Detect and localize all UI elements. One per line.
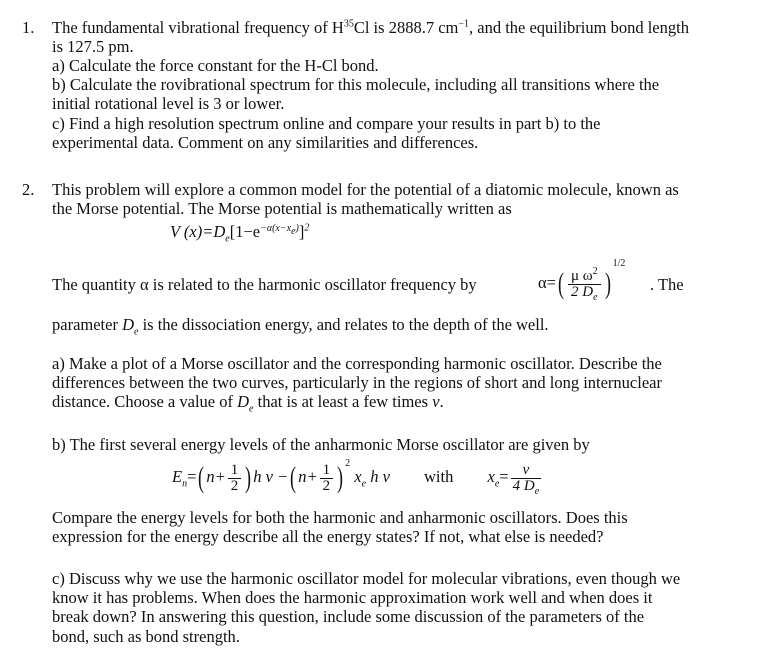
denominator bbox=[512, 477, 540, 497]
eq-part: V (x)=D bbox=[170, 222, 226, 241]
denominator: 2 bbox=[322, 477, 331, 494]
eq-part: μ ω bbox=[570, 267, 593, 284]
eq-sup: 1/2 bbox=[612, 258, 626, 269]
question-number: 1. bbox=[22, 18, 35, 37]
eq-part: ν bbox=[432, 392, 440, 411]
question-number: 2. bbox=[22, 180, 35, 199]
paren: ) bbox=[337, 461, 344, 495]
text: is the dissociation energy, and relates to the depth of the well. bbox=[138, 315, 549, 334]
unit-superscript: −1 bbox=[458, 18, 469, 30]
eq-part: E bbox=[172, 467, 183, 486]
text: Cl is 2888.7 cm bbox=[353, 18, 459, 37]
paren: ( bbox=[198, 461, 205, 495]
paren: ) bbox=[604, 267, 611, 301]
eq-part: 2 D bbox=[571, 283, 594, 300]
numerator: 1 bbox=[320, 463, 334, 479]
eq-part: n+ bbox=[206, 467, 226, 486]
paren: ( bbox=[290, 461, 297, 495]
eq-exponent bbox=[260, 222, 299, 237]
part-b: b) Calculate the rovibrational spectrum for this molecule, including all transitions where the bbox=[52, 75, 660, 94]
part-c: bond, such as bond strength. bbox=[52, 627, 240, 646]
fraction bbox=[228, 463, 242, 494]
question-text: This problem will explore a common model for the potential of a diatomic molecule, known as bbox=[52, 180, 679, 199]
part-c: c) Find a high resolution spectrum online and compare your results in part b) to the bbox=[52, 114, 601, 133]
part-b: initial rotational level is 3 or lower. bbox=[52, 94, 285, 113]
eq-sub: e bbox=[291, 225, 296, 237]
eq-sub: e bbox=[593, 291, 598, 303]
numerator: ν bbox=[511, 463, 542, 479]
eq-part: h ν − bbox=[253, 467, 289, 486]
eq-sub: e bbox=[534, 485, 540, 497]
energy-equation bbox=[172, 455, 543, 499]
text: distance. Choose a value of bbox=[52, 392, 238, 411]
denominator: 2 bbox=[230, 477, 239, 494]
eq-part: α= bbox=[538, 273, 556, 292]
eq-sup: 2 bbox=[592, 265, 598, 277]
eq-sub: e bbox=[134, 326, 139, 338]
eq-sub: e bbox=[494, 478, 500, 490]
eq-sub: n bbox=[182, 478, 188, 490]
text: . bbox=[439, 392, 444, 411]
part-b: expression for the energy describe all the energy states? If not, what else is needed? bbox=[52, 527, 604, 546]
text: The fundamental vibrational frequency of H bbox=[52, 18, 344, 37]
numerator bbox=[568, 265, 601, 285]
eq-sub: e bbox=[225, 233, 230, 245]
denominator bbox=[571, 283, 598, 303]
question-text: is 127.5 pm. bbox=[52, 37, 134, 56]
text: , and the equilibrium bond length bbox=[469, 18, 689, 37]
eq-part: ) bbox=[295, 222, 299, 234]
question-text bbox=[52, 18, 689, 37]
text: that is at least a few times bbox=[253, 392, 433, 411]
fraction bbox=[320, 463, 334, 494]
parameter-text bbox=[52, 315, 549, 338]
eq-part: ] bbox=[298, 222, 305, 241]
text: parameter bbox=[52, 315, 123, 334]
part-c: break down? In answering this question, include some discussion of the parameters of the bbox=[52, 607, 645, 626]
eq-part: x bbox=[487, 467, 495, 486]
question-text: the Morse potential. The Morse potential is mathematically written as bbox=[52, 199, 512, 218]
fraction bbox=[568, 265, 601, 303]
numerator: 1 bbox=[228, 463, 242, 479]
with-text: with bbox=[424, 467, 454, 486]
part-b: b) The first several energy levels of the anharmonic Morse oscillator are given by bbox=[52, 435, 590, 454]
part-c: experimental data. Comment on any similarities and differences. bbox=[52, 133, 479, 152]
eq-sup: 2 bbox=[304, 222, 310, 234]
eq-part: = bbox=[187, 467, 197, 486]
part-a: a) Make a plot of a Morse oscillator and the corresponding harmonic oscillator. Describe the bbox=[52, 354, 662, 373]
eq-sup: 2 bbox=[345, 458, 351, 469]
part-a: differences between the two curves, particularly in the regions of short and long internuclear bbox=[52, 373, 662, 392]
alpha-equation bbox=[538, 258, 625, 308]
part-a: a) Calculate the force constant for the H-Cl bond. bbox=[52, 56, 379, 75]
part-c: c) Discuss why we use the harmonic oscillator model for molecular vibrations, even though we bbox=[52, 569, 681, 588]
alpha-text-end: . The bbox=[650, 275, 684, 294]
eq-part: $D_e$ bbox=[237, 392, 254, 415]
eq-part: D bbox=[122, 315, 134, 334]
eq-part: [1−e bbox=[229, 222, 261, 241]
morse-equation bbox=[170, 222, 310, 245]
eq-part: h ν bbox=[366, 467, 390, 486]
paren: ( bbox=[557, 267, 564, 301]
eq-part: 4 D bbox=[512, 477, 535, 494]
alpha-text: The quantity α is related to the harmonic oscillator frequency by bbox=[52, 275, 477, 294]
fraction bbox=[511, 461, 542, 497]
part-b: Compare the energy levels for both the harmonic and anharmonic oscillators. Does this bbox=[52, 508, 628, 527]
eq-part: −α(x−x bbox=[260, 222, 292, 234]
paren: ) bbox=[245, 461, 252, 495]
part-a bbox=[52, 392, 444, 415]
eq-part: = bbox=[499, 467, 509, 486]
part-c: know it has problems. When does the harmonic approximation work well and when does it bbox=[52, 588, 653, 607]
eq-sub: e bbox=[361, 478, 367, 490]
isotope-superscript: 35 bbox=[343, 18, 354, 30]
eq-part: x bbox=[354, 467, 362, 486]
eq-part: n+ bbox=[298, 467, 318, 486]
